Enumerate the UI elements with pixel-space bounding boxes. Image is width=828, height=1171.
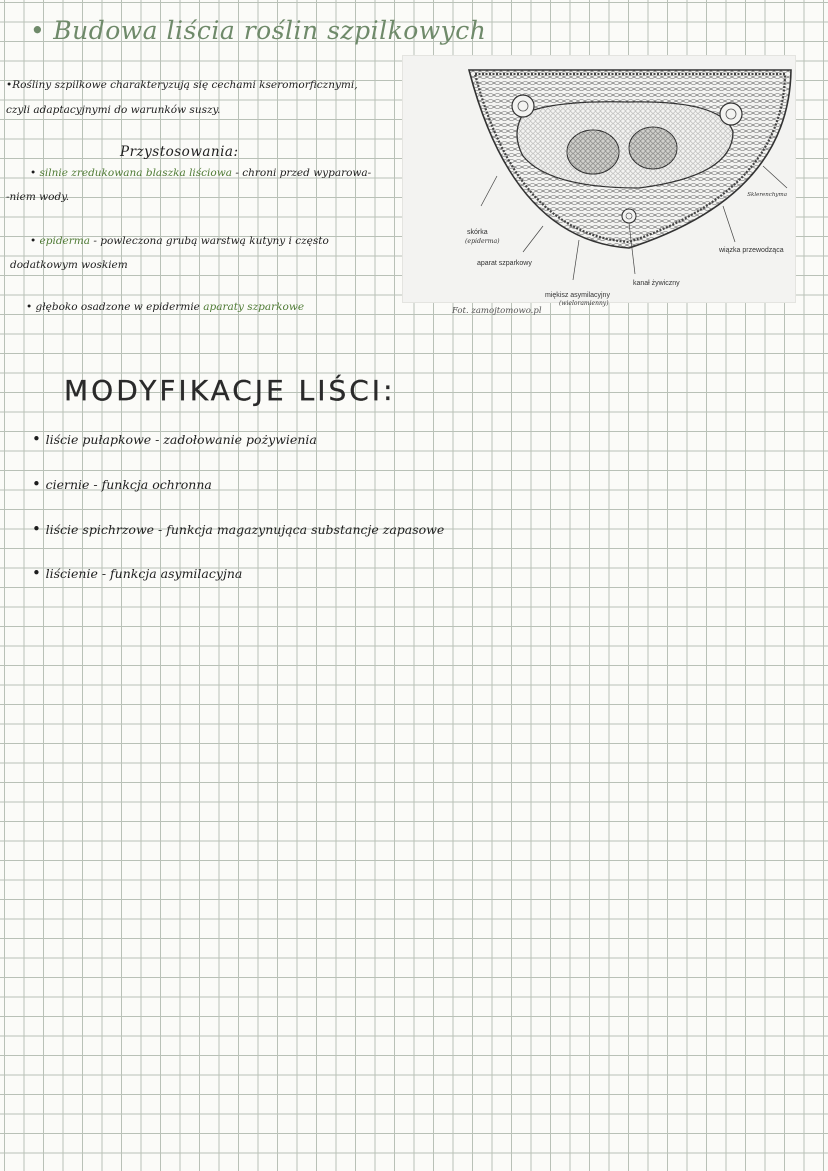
intro-line-2: czyli adaptacyjnymi do warunków suszy. <box>6 104 221 116</box>
adaptation-highlight-1: silnie zredukowana blaszka liściowa <box>39 167 232 179</box>
intro-text-1: Rośliny szpilkowe charakteryzują się cechami kseromorficznymi, <box>12 79 358 91</box>
cross-section-drawing <box>403 56 795 307</box>
adaptation-rest-2: - powleczona grubą warstwą kutyny i często <box>90 235 329 247</box>
modification-text-1: liście pułapkowe - zadołowanie pożywienia <box>45 432 317 447</box>
adaptation-item-3 <box>26 302 304 313</box>
page-title <box>30 16 486 45</box>
title-bullet: • <box>30 16 46 45</box>
intro-bullet: • <box>6 79 13 91</box>
label-epiderma: (epiderma) <box>465 238 500 245</box>
bullet: • <box>26 301 36 313</box>
adaptation-item-2 <box>30 236 329 247</box>
bullet: • <box>30 167 40 179</box>
bullet: • <box>32 520 46 538</box>
modification-item-2 <box>32 477 212 492</box>
label-sklerenchyma: Sklerenchyma <box>747 192 787 198</box>
adaptation-highlight-2: epiderma <box>39 235 90 247</box>
figure-credit: Fot. zamojtomowo.pl <box>452 306 542 316</box>
label-miekisz: miękisz asymilacyjny <box>545 292 610 299</box>
modification-item-1 <box>32 432 317 447</box>
resin-canal <box>512 95 534 117</box>
modification-text-3: liście spichrzowe - funkcja magazynująca substancje zapasowe <box>45 522 445 537</box>
bullet: • <box>32 564 46 582</box>
adaptation-item-1 <box>30 168 371 179</box>
bullet: • <box>32 430 46 448</box>
modification-text-2: cierniе - funkcja ochronna <box>45 477 212 492</box>
title-text: Budowa liścia roślin szpilkowych <box>53 16 487 45</box>
modification-text-4: liścienie - funkcja asymilacyjna <box>45 566 243 581</box>
adaptation-rest-1: - chroni przed wyparowa- <box>231 167 372 179</box>
modification-item-4 <box>32 566 242 581</box>
intro-line-1 <box>6 80 358 91</box>
label-wiazka: wiązka przewodząca <box>719 247 784 254</box>
modification-item-3 <box>32 522 444 537</box>
modifications-heading: MODYFIKACJE LIŚCI: <box>64 374 396 407</box>
bullet: • <box>30 235 40 247</box>
adaptation-cont-2: dodatkowym woskiem <box>10 259 128 271</box>
bullet: • <box>32 475 46 493</box>
adaptation-highlight-3: aparaty szparkowe <box>203 301 305 313</box>
adaptation-cont-1: -niem wody. <box>6 191 70 203</box>
label-miekisz-note: (wieloramienny) <box>559 300 609 307</box>
label-aparat: aparat szparkowy <box>477 260 532 267</box>
label-skorka: skórka <box>467 229 488 236</box>
leaf-cross-section-figure <box>403 56 795 307</box>
adaptations-heading: Przystosowania: <box>120 144 239 160</box>
label-kanal: kanał żywiczny <box>633 280 680 287</box>
adaptation-prefix-3: głęboko osadzone w epidermie <box>35 301 204 313</box>
